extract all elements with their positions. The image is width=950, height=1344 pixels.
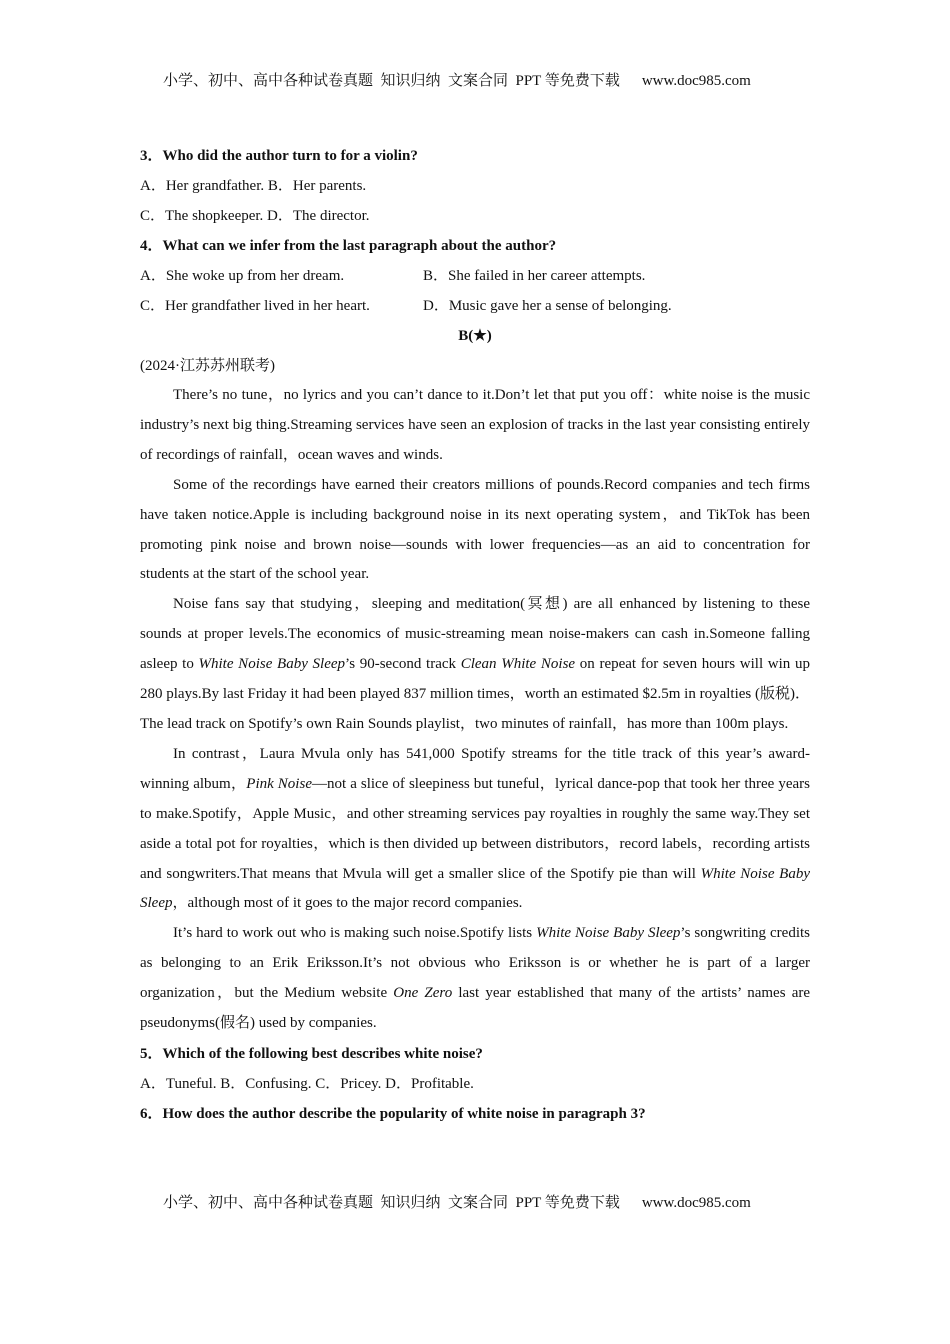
- paragraph-5: [140, 919, 810, 1039]
- italic-title: White Noise Baby Sleep: [536, 925, 681, 942]
- footer-text: 小学、初中、高中各种试卷真题 知识归纳 文案合同 PPT 等免费下载: [163, 1195, 620, 1211]
- italic-title: Clean White Noise: [460, 656, 576, 673]
- paragraph-3: [140, 590, 810, 740]
- question-3: 3．Who did the author turn to for a violin?: [140, 148, 418, 164]
- question-3-options-1: A．Her grandfather. B．Her parents.: [140, 178, 367, 194]
- paragraph-2: [140, 471, 810, 591]
- text: last year established that many of the artists’ names are pseudonyms(假名) used by companies.: [140, 985, 811, 1032]
- option-c: C．Her grandfather lived in her heart.: [140, 298, 370, 314]
- section-title: B(★): [458, 328, 492, 344]
- page-header: [163, 69, 751, 90]
- paragraph-4: [140, 740, 810, 919]
- text: There’s no tune，no lyrics and you can’t dance to it.Don’t let that put you off：white noise is the music industry’s next big thing.Streaming services have seen an explosion of tracks in the last year consisting entirely of recordings of rainfall，ocean waves and winds.: [140, 387, 810, 463]
- question-4-options-row-1: [140, 261, 810, 291]
- document-body: [140, 141, 810, 1125]
- text: on repeat for seven hours will win up 280 plays.By last Friday it had been played 837 million times，worth an estimated $2.5m in royalties (版税)．The lead track on Spotify’s own Rain Sounds playlist，two minutes of rainfall，has more than 100m plays.: [140, 656, 810, 732]
- text: It’s hard to work out who is making such noise.Spotify lists: [173, 925, 537, 942]
- header-url[interactable]: www.doc985.com: [641, 73, 751, 89]
- text: ’s 90-second track: [345, 656, 461, 673]
- italic-title: Pink Noise: [246, 775, 312, 792]
- option-a: A．She woke up from her dream.: [140, 268, 345, 284]
- text: Noise fans say that studying，sleeping and meditation(冥想) are all enhanced by listening to these sounds at proper levels.The economics of music-streaming mean noise-makers can cash in.Someone falling asleep to: [140, 596, 810, 673]
- option-b: B．She failed in her career attempts.: [423, 268, 646, 284]
- text: Some of the recordings have earned their creators millions of pounds.Record companies and tech firms have taken notice.Apple is including background noise in its next operating system，and TikTok has been promoting pink noise and brown noise—sounds with lower frequencies—as an aid to concentration for students at the start of the school year.: [140, 476, 810, 583]
- question-5-options: A．Tuneful. B．Confusing. C．Pricey. D．Profitable.: [140, 1075, 474, 1092]
- question-4-options-row-2: [140, 291, 810, 321]
- italic-title: White Noise Baby Sleep: [198, 656, 346, 673]
- option-d: D．Music gave her a sense of belonging.: [423, 298, 672, 314]
- header-text: 小学、初中、高中各种试卷真题 知识归纳 文案合同 PPT 等免费下载: [163, 73, 620, 89]
- question-3-options-2: C．The shopkeeper. D．The director.: [140, 208, 370, 224]
- footer-url[interactable]: www.doc985.com: [641, 1195, 751, 1211]
- page-footer: [163, 1191, 751, 1212]
- paragraph-1: [140, 381, 810, 471]
- text: ，although most of it goes to the major record companies.: [172, 895, 523, 912]
- text: In contrast，Laura Mvula only has 541,000 Spotify streams for the title track of this year’s award-winning album，: [140, 745, 810, 792]
- italic-title: White Noise Baby Sleep: [140, 865, 810, 912]
- source-label: (2024·江苏苏州联考): [140, 358, 275, 374]
- text: —not a slice of sleepiness but tuneful，lyrical dance-pop that took her three years to make.Spotify，Apple Music，and other streaming services pay royalties in roughly the same way.They set aside a total pot for royalties，which is then divided up between distributors，record labels，recording artists and songwriters.That means that Mvula will get a smaller slice of the Spotify pie than will: [140, 775, 810, 882]
- text: ’s songwriting credits as belonging to an Erik Eriksson.It’s not obvious who Eriksson is or whether he is part of a larger organization，but the Medium website: [140, 925, 810, 1002]
- question-5: 5．Which of the following best describes white noise?: [140, 1045, 483, 1062]
- italic-title: One Zero: [393, 985, 453, 1002]
- question-4: 4．What can we infer from the last paragraph about the author?: [140, 238, 557, 254]
- question-6: 6．How does the author describe the popularity of white noise in paragraph 3?: [140, 1105, 646, 1122]
